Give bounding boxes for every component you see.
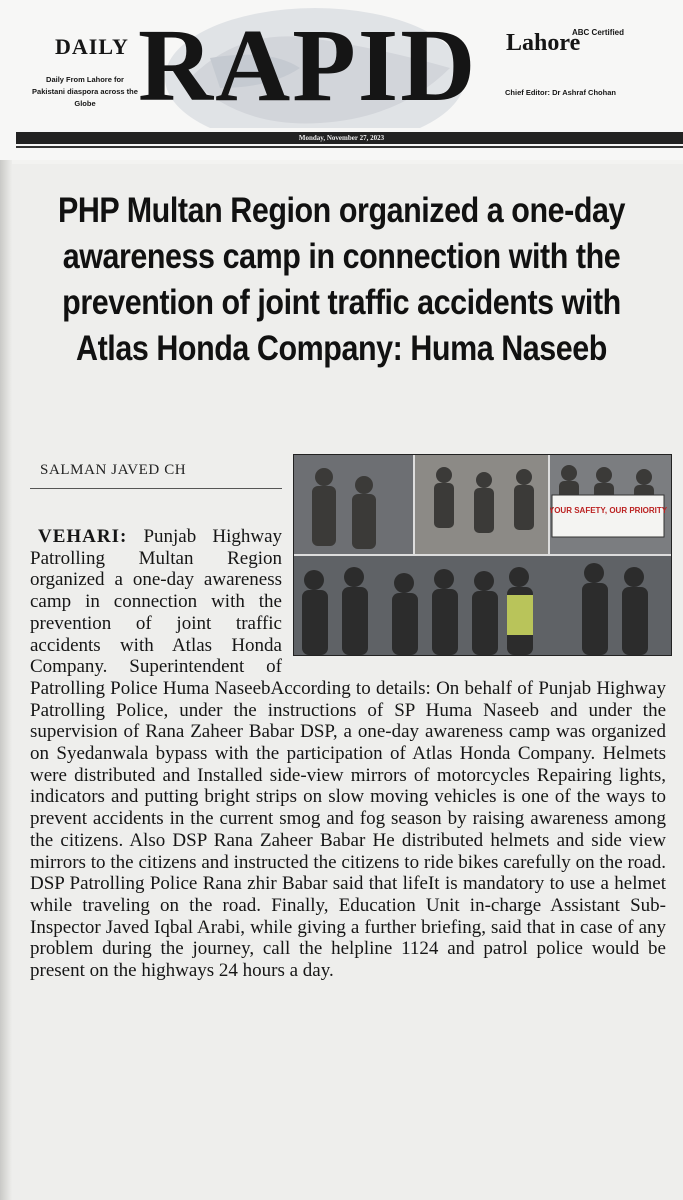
article-lead: Punjab Highway Patrolling Multan Region organized a one-day awareness camp in connection with the prevention of joint traffic accidents with Atlas Honda Company. xyxy=(30,526,282,678)
masthead-daily: DAILY xyxy=(55,34,129,59)
masthead-divider xyxy=(16,146,683,148)
issue-date: Monday, November 27, 2023 xyxy=(298,134,385,142)
article-byline: SALMAN JAVED CH xyxy=(40,462,187,478)
dateline: VEHARI: xyxy=(38,526,128,547)
photo-spacer xyxy=(288,526,666,657)
photo-banner-text: YOUR SAFETY, OUR PRIORITY xyxy=(548,506,668,515)
chief-editor: Chief Editor: Dr Ashraf Chohan xyxy=(505,88,616,97)
byline-rule xyxy=(30,488,282,489)
article-body-text: Superintendent of Patrolling Police Huma NaseebAccording to details: On behalf of Punjab Highway Patrolling Police, under the instructions of SP Huma Naseeb and under the supervision of Rana Zaheer Babar DSP, a one-day awareness camp was organized on Syedanwala bypass with the participation of Atlas Honda Company. Helmets were distributed and Installed side-view mirrors of motorcycles Repairing lights, indicators and putting bright strips on slow moving vehicles is one of the ways to prevent accidents in the current smog and fog season by raising awareness among the citizens. Also DSP Rana Zaheer Babar He distributed helmets and side view mirrors to the citizens and instructed the citizens to ride bikes carefully on the road. DSP Patrolling Police Rana zhir Babar said that lifeIt is mandatory to use a helmet while traveling on the road. Finally, Education Unit in-charge Assistant Sub-Inspector Javed Iqbal Arabi, while giving a further briefing, said that in case of any problem during the journey, call the helpline 1124 and patrol police would be present on the highways 24 hours a day. xyxy=(30,656,666,982)
masthead xyxy=(0,0,683,160)
masthead-tagline: Daily From Lahore for Pakistani diaspora across the Globe xyxy=(32,75,138,108)
abc-certified-badge: ABC Certified xyxy=(572,28,625,37)
masthead-city: Lahore xyxy=(506,30,581,56)
masthead-title: RAPID xyxy=(138,8,478,123)
article-body xyxy=(30,526,666,982)
page-fold-shadow xyxy=(0,160,12,1200)
article-headline: PHP Multan Region organized a one-day awareness camp in connection with the prevention of joint traffic accidents with Atlas Honda Company: Huma Naseeb xyxy=(57,191,626,368)
